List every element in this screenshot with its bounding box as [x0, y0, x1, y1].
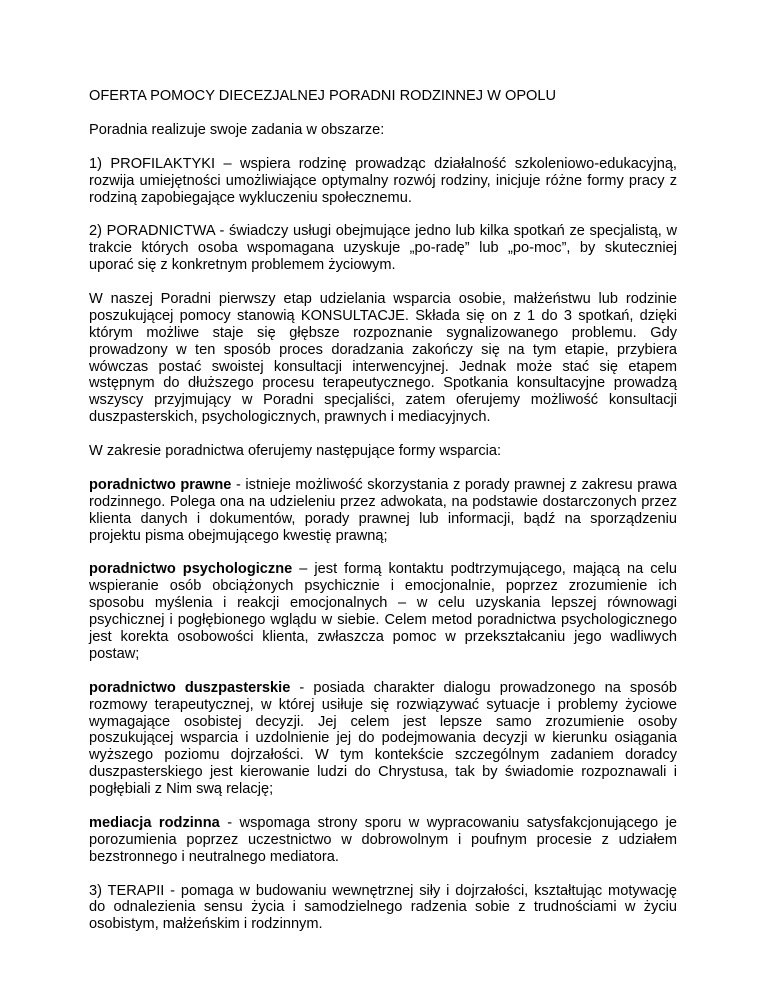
form-mediation-term: mediacja rodzinna	[89, 814, 220, 831]
section-therapy: 3) TERAPII - pomaga w budowaniu wewnętrznej siły i dojrzałości, kształtując motywację do odnalezienia sensu życia i samodzielnego radzenia sobie z trudnościami w życiu osobistym, małżeńskim i rodzinnym.	[89, 882, 677, 933]
forms-intro: W zakresie poradnictwa oferujemy następujące formy wsparcia:	[89, 443, 502, 460]
form-legal-text: - istnieje możliwość skorzystania z porady prawnej z zakresu prawa rodzinnego. Polega ona na udzieleniu przez adwokata, na podstawie dostarczonych przez klienta danych i dokumentów, porady prawnej lub informacji, bądź na sporządzeniu projektu pisma obejmującego kwestię prawną;	[89, 476, 677, 544]
form-mediation-text: - wspomaga strony sporu w wypracowaniu satysfakcjonującego je porozumienia poprzez uczestnictwo w dobrowolnym i poufnym procesie z udziałem bezstronnego i neutralnego mediatora.	[89, 814, 677, 865]
form-psychological-term: poradnictwo psychologiczne	[89, 561, 293, 578]
form-psychological-text: – jest formą kontaktu podtrzymującego, mającą na celu wspieranie osób obciążonych psychicznie i emocjonalnie, poprzez zrozumienie ich sposobu myślenia i reakcji emocjonalnych – w celu uzyskania lepszej równowagi psychicznej i pogłębionego wglądu w siebie. Celem metod poradnictwa psychologicznego jest korekta osobowości klienta, zwłaszcza pomoc w przekształcaniu jego wadliwych postaw;	[89, 561, 677, 662]
form-pastoral-term: poradnictwo duszpasterskie	[89, 679, 291, 696]
document-title: OFERTA POMOCY DIECEZJALNEJ PORADNI RODZINNEJ W OPOLU	[89, 88, 557, 104]
form-pastoral-text: - posiada charakter dialogu prowadzonego na sposób rozmowy terapeutycznej, w której usiłuje się rozwiązywać sytuacje i problemy życiowe wymagające osobistej decyzji. Jej celem jest lepsze samo zrozumienie osoby poszukującej wsparcia i uzdolnienie jej do podejmowania decyzji w kierunku osiągania wyższego poziomu dojrzałości. W tym kontekście szczególnym zadaniem doradcy duszpasterskiego jest kierowanie ludzi do Chrystusa, tak by świadomie rozpoznawali i pogłębiali z Nim swą relację;	[89, 679, 677, 798]
form-psychological	[89, 561, 677, 662]
intro-paragraph: Poradnia realizuje swoje zadania w obszarze:	[89, 121, 385, 138]
form-legal	[89, 477, 677, 545]
form-mediation	[89, 815, 677, 866]
section-prophylaxis: 1) PROFILAKTYKI – wspiera rodzinę prowadząc działalność szkoleniowo-edukacyjną, rozwija umiejętności umożliwiające optymalny rozwój rodziny, inicjuje różne formy pracy z rodziną zapobiegające wykluczeniu społecznemu.	[89, 155, 677, 206]
document-page	[89, 88, 677, 950]
section-counseling: 2) PORADNICTWA - świadczy usługi obejmujące jedno lub kilka spotkań ze specjalistą, w trakcie których osoba wspomagana uzyskuje „po-radę” lub „po-moc”, by skuteczniej uporać się z konkretnym problemem życiowym.	[89, 223, 677, 274]
form-legal-term: poradnictwo prawne	[89, 476, 232, 493]
consultations-paragraph: W naszej Poradni pierwszy etap udzielania wsparcia osobie, małżeństwu lub rodzinie poszukującej pomocy stanowią KONSULTACJE. Składa się on z 1 do 3 spotkań, dzięki którym możliwe staje się głębsze rozpoznanie sygnalizowanego problemu. Gdy prowadzony w ten sposób proces doradzania zakończy się na tym etapie, przybiera wówczas postać swoistej konsultacji interwencyjnej. Jednak może stać się etapem wstępnym do dłuższego procesu terapeutycznego. Spotkania konsultacyjne prowadzą wszyscy przyjmujący w Poradni specjaliści, zatem oferujemy możliwość konsultacji duszpasterskich, psychologicznych, prawnych i mediacyjnych.	[89, 290, 677, 426]
form-pastoral	[89, 680, 677, 798]
